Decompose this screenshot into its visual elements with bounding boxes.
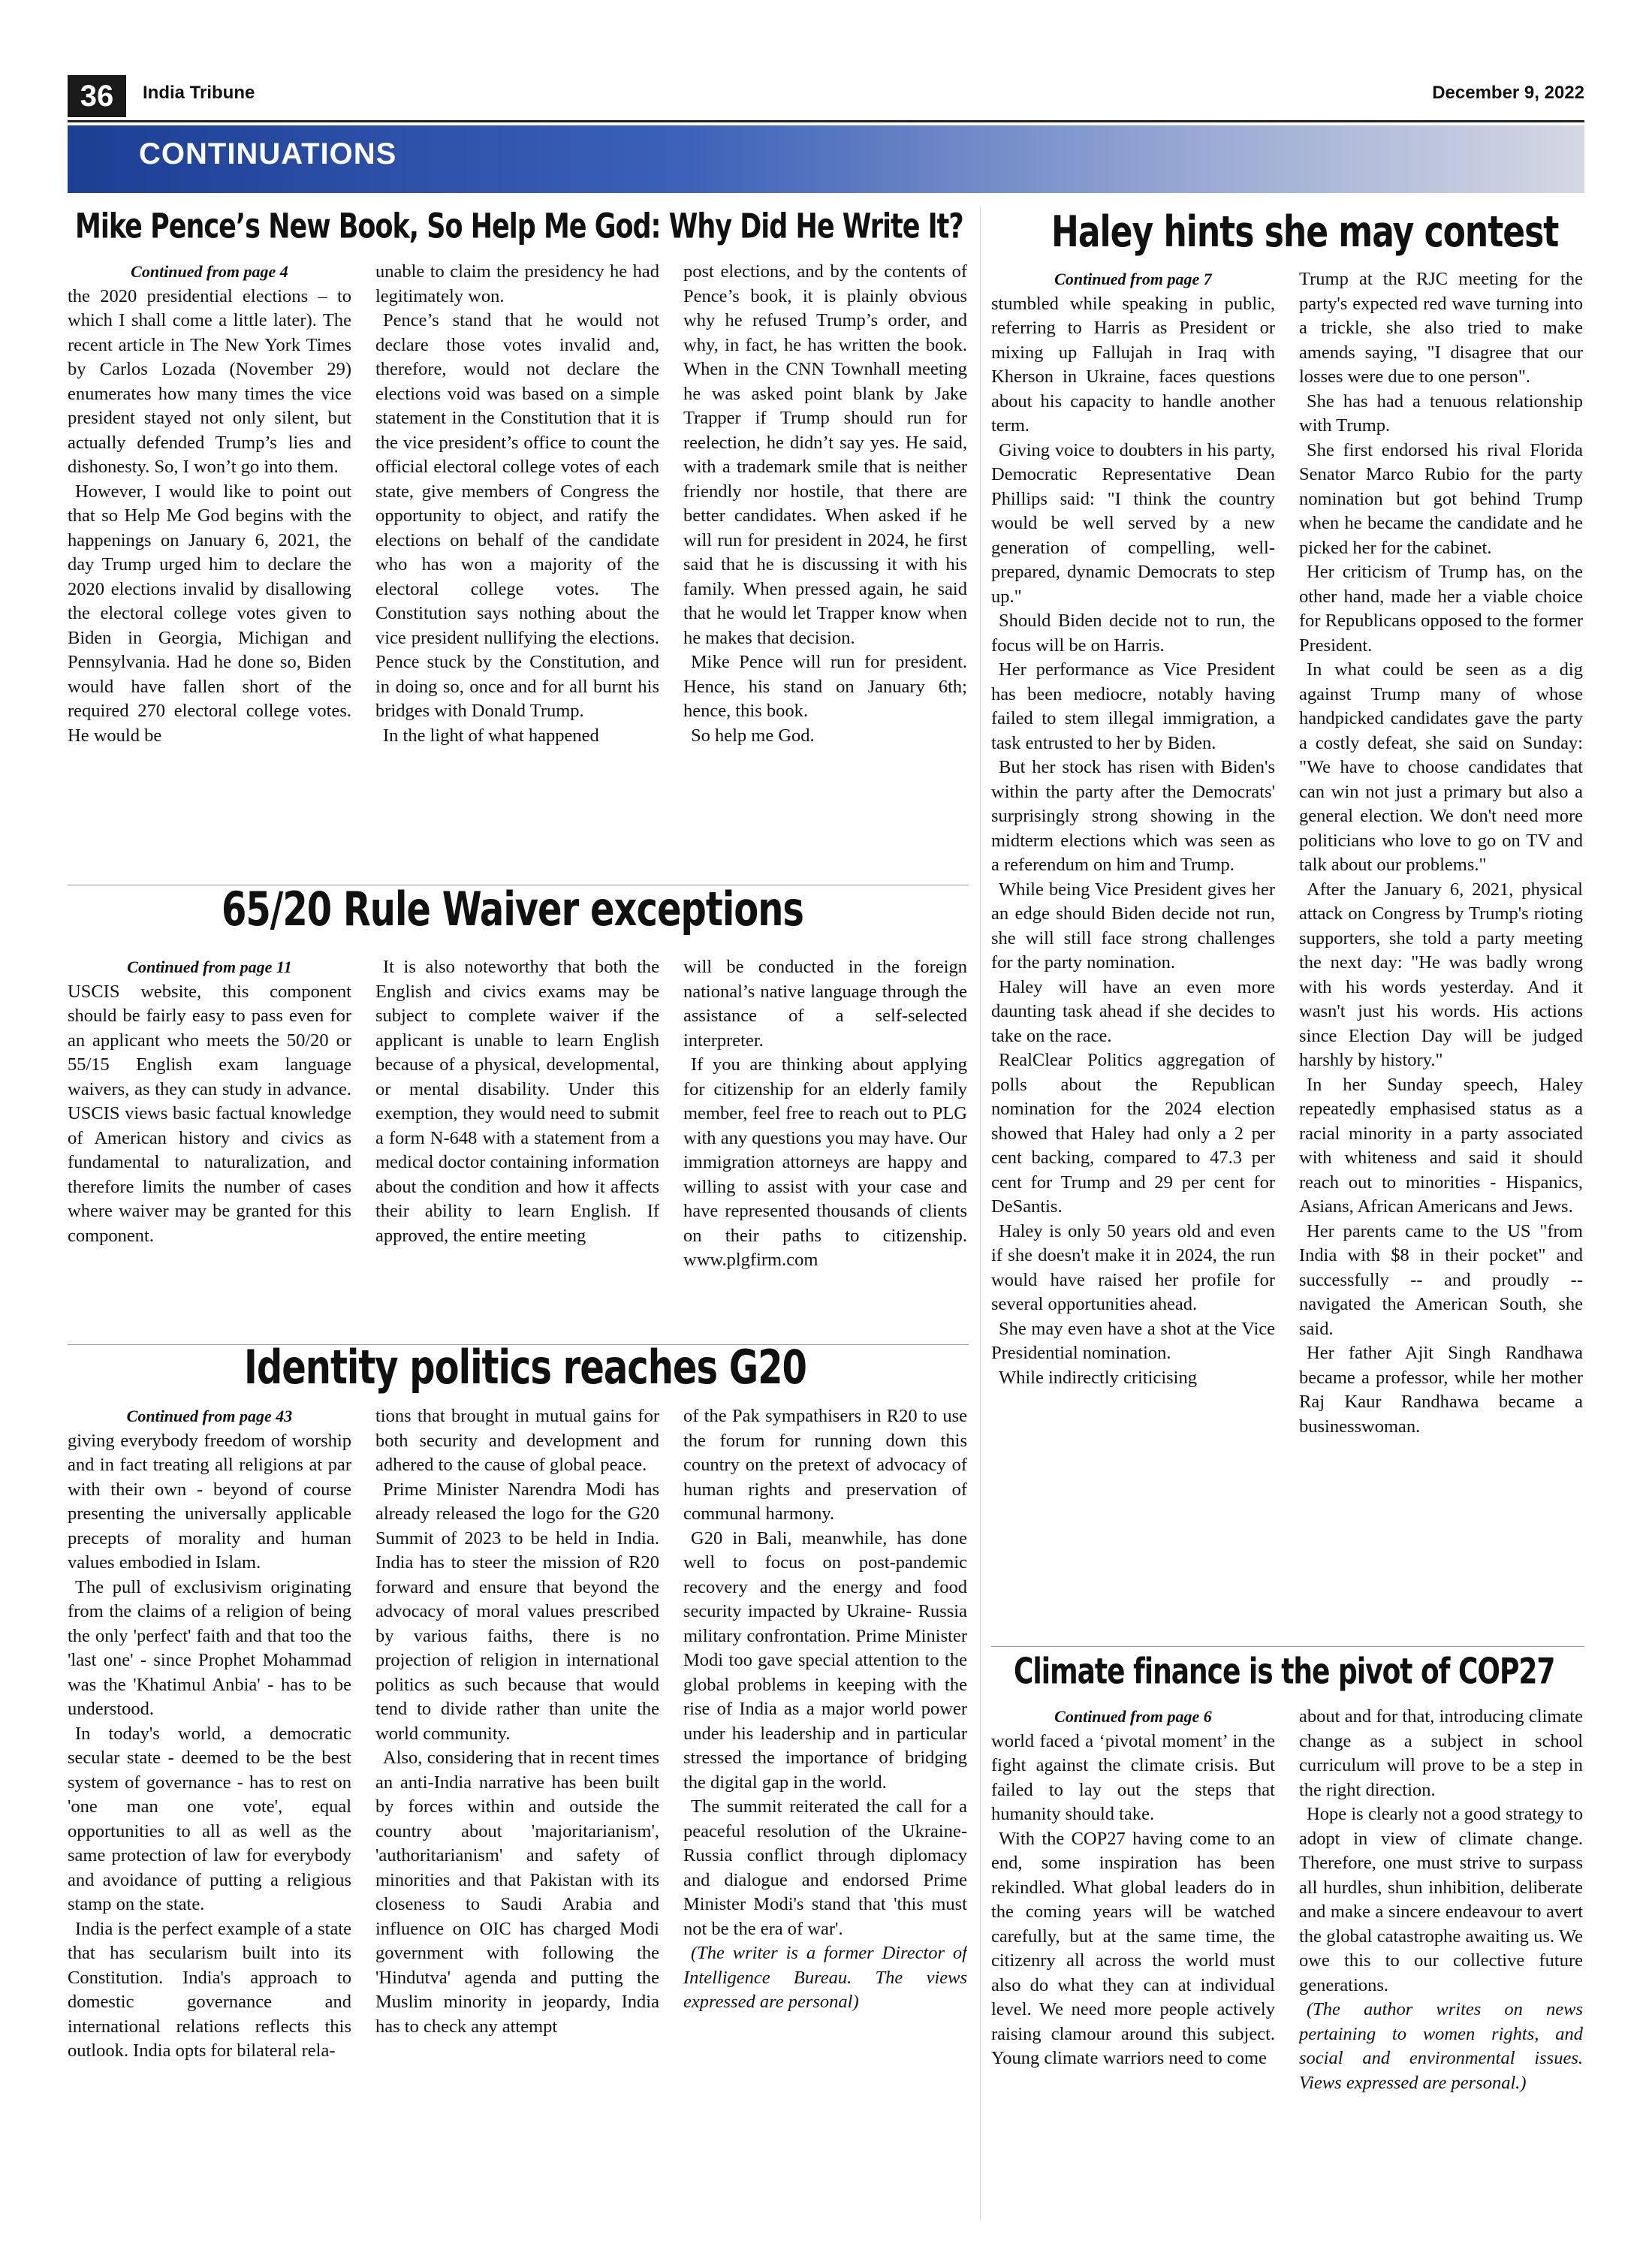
issue-date: December 9, 2022 (1432, 83, 1584, 103)
rule-headline: 65/20 Rule Waiver exceptions (222, 882, 803, 937)
paragraph: In the light of what happened (383, 725, 599, 746)
paragraph: While being Vice President gives her an edge should Biden decide not run, she will still face strong challenges for the party nomination. (991, 879, 1275, 973)
identity-continued-label: Continued from page 43 (126, 1407, 293, 1425)
paragraph: In her Sunday speech, Haley repeatedly emphasised status as a racial minority in a party associated with whiteness and said it should reach out to minorities - Hispanics, Asians, African Americans and Jews. (1299, 1074, 1583, 1217)
haley-headline: Haley hints she may contest (1051, 207, 1559, 258)
paragraph: The summit reiterated the call for a peaceful resolution of the Ukraine-Russia conflict through diplomacy and dialogue and endorsed Prime Minister Modi's stand that 'this must not be the era of war'. (683, 1796, 967, 1939)
column-divider (980, 207, 981, 2220)
climate-column-2 (1299, 1705, 1583, 2223)
paragraph: tions that brought in mutual gains for both security and development and adhered to the cause of global peace. (375, 1406, 659, 1475)
paragraph: She has had a tenuous relationship with Trump. (1299, 391, 1583, 436)
paragraph: She may even have a shot at the Vice Presidential nomination. (991, 1318, 1275, 1363)
masthead (68, 75, 1584, 117)
section-title: CONTINUATIONS (139, 137, 397, 170)
paragraph: Her performance as Vice President has been mediocre, notably having failed to stem illegal immigration, a task entrusted to her by Biden. (991, 659, 1275, 753)
header-rule (68, 120, 1584, 122)
paragraph: Trump at the RJC meeting for the party's expected red wave turning into a trickle, she also tried to make amends saying, "I disagree that our losses were due to one person". (1299, 269, 1583, 387)
publication-name: India Tribune (143, 83, 255, 103)
paragraph: After the January 6, 2021, physical attack on Congress by Trump's rioting supporters, she told a party meeting the next day: "He was badly wrong with his words yesterday. And it wasn't just his words. His actions since Election Day will be judged harshly by history." (1299, 879, 1583, 1070)
rule-column-3 (683, 955, 967, 1335)
author-note: (The writer is a former Director of Intelligence Bureau. The views expressed are personal) (683, 1943, 967, 2012)
climate-headline: Climate finance is the pivot of COP27 (1014, 1652, 1555, 1693)
paragraph: giving everybody freedom of worship and in fact treating all religions at par with their own - beyond of course presenting the universally applicable precepts of morality and human values embodied in Islam. (68, 1430, 351, 1573)
paragraph: unable to claim the presidency he had legitimately won. (375, 261, 659, 306)
paragraph: stumbled while speaking in public, referring to Harris as President or mixing up Fallujah in Iraq with Kherson in Ukraine, faces questions about his capacity to handle another term. (991, 293, 1275, 436)
paragraph: Haley is only 50 years old and even if she doesn't make it in 2024, the run would have raised her profile for several opportunities ahead. (991, 1220, 1275, 1314)
paragraph: If you are thinking about applying for citizenship for an elderly family member, feel free to reach out to PLG with any questions you may have. Our immigration attorneys are happy and willing to assist with your case and have represented thousands of clients on their paths to citizenship. www.plgfirm.com (683, 1054, 967, 1270)
section-band (68, 125, 1584, 193)
paragraph: Prime Minister Narendra Modi has already released the logo for the G20 Summit of 2023 to be held in India. India has to steer the mission of R20 forward and ensure that beyond the advocacy of moral values prescribed by various faiths, there is no projection of religion in international politics as such because that would tend to divide rather than unite the world community. (375, 1479, 659, 1744)
identity-column-2 (375, 1404, 659, 2219)
rule-column-2 (375, 955, 659, 1335)
paragraph: It is also noteworthy that both the English and civics exams may be subject to complete waiver if the applicant is unable to learn English because of a physical, developmental, or mental disability. Under this exemption, they would need to submit a form N-648 with a statement from a medical doctor containing information about the condition and how it affects their ability to learn English. If approved, the entire meeting (375, 957, 659, 1246)
paragraph: about and for that, introducing climate change as a subject in school curriculum will prove to be a step in the right direction. (1299, 1706, 1583, 1800)
paragraph: With the COP27 having come to an end, some inspiration has been rekindled. What global leaders do in the coming years will be watched carefully, but at the same time, the citizenry all across the world must also do what they can at individual level. We need more people actively raising clamour around this subject. Young climate warriors need to come (991, 1828, 1275, 2068)
pence-continued-label: Continued from page 4 (131, 262, 288, 281)
identity-column-1 (68, 1404, 351, 2219)
paragraph: But her stock has risen with Biden's within the party after the Democrats' surprisingly strong showing in the midterm elections which was seen as a referendum on him and Trump. (991, 757, 1275, 875)
paragraph: Her father Ajit Singh Randhawa became a professor, while her mother Raj Kaur Randhawa became a businesswoman. (1299, 1343, 1583, 1437)
identity-headline: Identity politics reaches G20 (244, 1341, 806, 1395)
paragraph: post elections, and by the contents of Pence’s book, it is plainly obvious why he refused Trump’s order, and why, in fact, he has written the book. When in the CNN Townhall meeting he was asked point blank by Jake Trapper if Trump should run for reelection, he didn’t say yes. He said, with a trademark smile that is neither friendly nor hostile, that there are better candidates. When asked if he will run for president in 2024, he first said that he is discussing it with his family. When pressed again, he said that he would let Trapper know when he makes that decision. (683, 261, 967, 648)
paragraph: She first endorsed his rival Florida Senator Marco Rubio for the party nomination but got behind Trump when he became the candidate and he picked her for the cabinet. (1299, 439, 1583, 558)
rule-continued-label: Continued from page 11 (127, 958, 292, 976)
paragraph: Pence’s stand that he would not declare those votes invalid and, therefore, would not declare the elections void was based on a simple statement in the Constitution that it is the vice president’s office to count the official electoral college votes of each state, give members of Congress the opportunity to object, and ratify the elections on behalf of the candidate who has won a majority of the electoral college votes. The Constitution says nothing about the vice president nullifying the elections. Pence stuck by the Constitution, and in doing so, once and for all burnt his bridges with Donald Trump. (375, 310, 659, 721)
climate-continued-label: Continued from page 6 (1054, 1707, 1212, 1726)
paragraph: G20 in Bali, meanwhile, has done well to focus on post-pandemic recovery and the energy and food security impacted by Ukraine- Russia military confrontation. Prime Minister Modi too gave special attention to the global problems in keeping with the rise of India as a major world power under his leadership and in particular stressed the importance of bridging the digital gap in the world. (683, 1528, 967, 1793)
paragraph: the 2020 presidential elections – to which I shall come a little later). The recent article in The New York Times by Carlos Lozada (November 29) enumerates how many times the vice president stayed not only silent, but actually defended Trump’s lies and dishonesty. So, I won’t go into them. (68, 285, 351, 477)
paragraph: Hope is clearly not a good strategy to adopt in view of climate change. Therefore, one must strive to surpass all hurdles, shun inhibition, deliberate and make a sincere endeavour to avert the global catastrophe awaiting us. We owe this to our collective future generations. (1299, 1804, 1583, 1995)
paragraph: In today's world, a democratic secular state - deemed to be the best system of governance - has to rest on 'one man one vote', equal opportunities to all as well as the same protection of law for everybody and avoidance of putting a religious stamp on the state. (68, 1723, 351, 1914)
haley-column-2 (1299, 267, 1583, 1642)
rule-column-1 (68, 955, 351, 1335)
paragraph: The pull of exclusivism originating from the claims of a religion of being the only 'perfect' faith and that too the 'last one' - since Prophet Mohammad was the 'Khatimul Anbia' - has to be understood. (68, 1576, 351, 1719)
paragraph: Mike Pence will run for president. Hence, his stand on January 6th; hence, this book. (683, 652, 967, 721)
pence-column-3 (683, 260, 967, 879)
paragraph: While indirectly criticising (999, 1367, 1197, 1388)
paragraph: of the Pak sympathisers in R20 to use the forum for running down this country on the pretext of advocacy of human rights and preservation of communal harmony. (683, 1406, 967, 1524)
haley-continued-label: Continued from page 7 (1054, 270, 1212, 288)
paragraph: In what could be seen as a dig against Trump many of whose handpicked candidates gave the party a costly defeat, she said on Sunday: "We have to choose candidates that can win not just a primary but also a general election. We don't need more politicians who love to go on TV and talk about our problems." (1299, 659, 1583, 875)
paragraph: Should Biden decide not to run, the focus will be on Harris. (991, 611, 1275, 656)
pence-headline: Mike Pence’s New Book, So Help Me God: Why Did He Write It? (75, 207, 963, 246)
paragraph: Her criticism of Trump has, on the other hand, made her a viable choice for Republicans opposed to the former President. (1299, 562, 1583, 656)
pence-column-2 (375, 260, 659, 879)
paragraph: Her parents came to the US "from India with $8 in their pocket" and successfully -- and proudly -- navigated the American South, she said. (1299, 1220, 1583, 1339)
paragraph: So help me God. (691, 725, 815, 746)
page-number: 36 (68, 75, 126, 117)
paragraph: RealClear Politics aggregation of polls about the Republican nomination for the 2024 election showed that Haley had only a 2 per cent backing, compared to 47.3 per cent for Trump and 29 per cent for DeSantis. (991, 1050, 1275, 1217)
identity-column-3 (683, 1404, 967, 2219)
haley-column-1 (991, 267, 1275, 1642)
paragraph: USCIS website, this component should be fairly easy to pass even for an applicant who meets the 50/20 or 55/15 English exam language waivers, as they can study in advance. USCIS views basic factual knowledge of American history and civics as fundamental to naturalization, and therefore limits the number of cases where waiver may be granted for this component. (68, 981, 351, 1246)
paragraph: Also, considering that in recent times an anti-India narrative has been built by forces within and outside the country about 'majoritarianism', 'authoritarianism' and safety of minorities and that Pakistan with its closeness to Saudi Arabia and influence on OIC has charged Modi government with following the 'Hindutva' agenda and putting the Muslim minority in jeopardy, India has to check any attempt (375, 1748, 659, 2037)
paragraph: Haley will have an even more daunting task ahead if she decides to take on the race. (991, 976, 1275, 1046)
divider (991, 1646, 1584, 1647)
paragraph: Giving voice to doubters in his party, Democratic Representative Dean Phillips said: "I think the country would be well served by a new generation of compelling, well-prepared, dynamic Democrats to step up." (991, 439, 1275, 607)
paragraph: India is the perfect example of a state that has secularism built into its Constitution. India's approach to domestic governance and international relations reflects this outlook. India opts for bilateral rela- (68, 1918, 351, 2061)
paragraph: However, I would like to point out that so Help Me God begins with the happenings on January 6, 2021, the day Trump urged him to declare the 2020 elections invalid by disallowing the electoral college votes given to Biden in Georgia, Michigan and Pennsylvania. Had he done so, Biden would have fallen short of the required 270 electoral college votes. He would be (68, 481, 351, 746)
paragraph: world faced a ‘pivotal moment’ in the fight against the climate crisis. But failed to lay out the steps that humanity should take. (991, 1730, 1275, 1824)
author-note: (The author writes on news pertaining to women rights, and social and environmental issues. Views expressed are personal.) (1299, 1999, 1583, 2093)
paragraph: will be conducted in the foreign national’s native language through the assistance of a self-selected interpreter. (683, 957, 967, 1051)
climate-column-1 (991, 1705, 1275, 2223)
pence-column-1 (68, 260, 351, 879)
